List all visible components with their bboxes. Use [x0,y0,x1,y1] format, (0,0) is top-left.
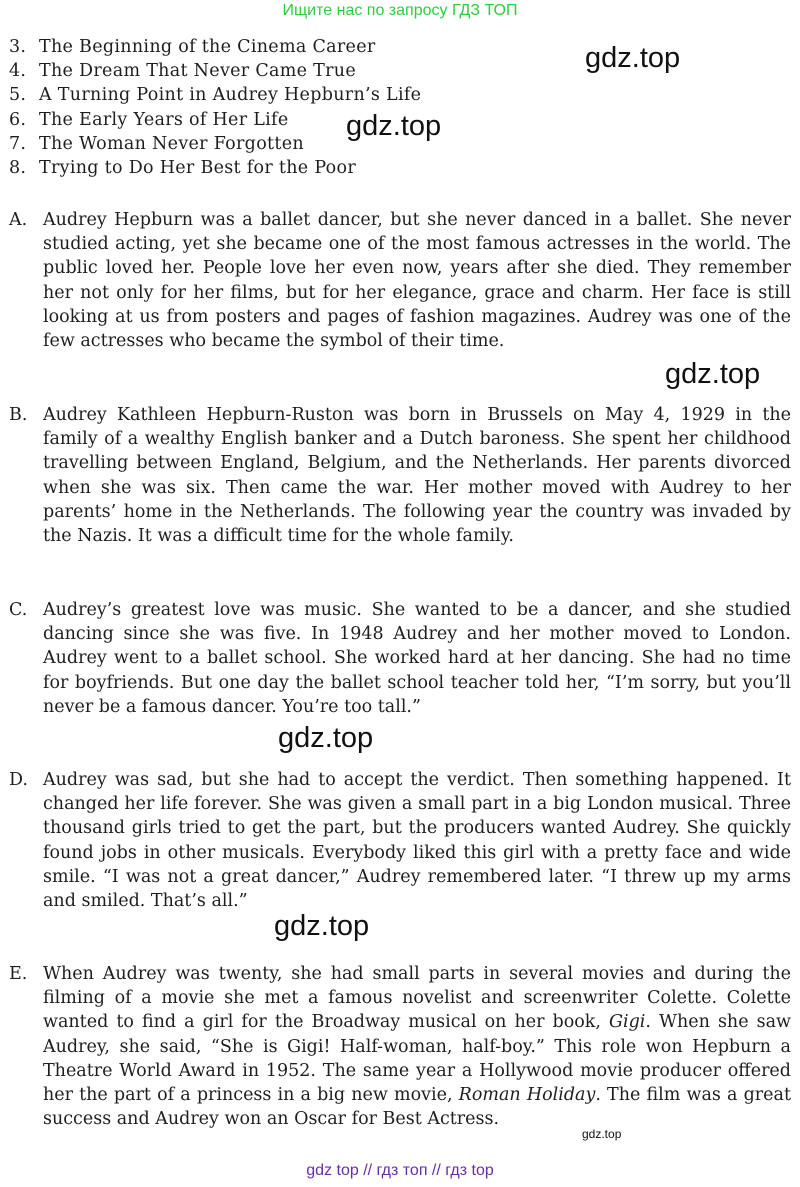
heading-number: 3. [9,37,27,57]
heading-text: The Early Years of Her Life [39,109,289,130]
watermark: gdz.top [274,910,370,942]
heading-item-4 [9,59,421,83]
paragraph-text: Audrey’s greatest love was music. She wanted to be a dancer, and she studied dancing since she was five. In 1948 Audrey and her mother moved to London. Audrey went to a ballet school. She worked hard at her dancing. She had no time for boyfriends. But one day the ballet school teacher told her, “I’m sorry, but you’ll never be a famous dancer. You’re too tall.” [43,600,791,717]
heading-item-5 [9,83,421,107]
paragraph-e [9,962,791,1131]
watermark-small: gdz.top [582,1127,622,1141]
paragraph-letter: E. [9,964,28,984]
watermark: gdz.top [346,110,442,142]
watermark: gdz.top [665,358,761,390]
heading-number: 5. [9,85,27,106]
paragraph-d [9,768,791,913]
paragraph-letter: B. [9,405,28,425]
paragraph-c [9,598,791,719]
paragraph-text-part: . The film was a great success and Audrey won an Oscar for Best Actress. [43,1085,791,1130]
book-title: Gigi [609,1012,646,1033]
paragraph-letter: A. [9,210,28,230]
paragraph-b [9,403,791,548]
paragraph-text: Audrey was sad, but she had to accept the verdict. Then something happened. It changed her life forever. She was given a small part in a big London musical. Three thousand girls tried to get the part, but the producers wanted Audrey. She quickly found jobs in other musicals. Everybody liked this girl with a pretty face and wide smile. “I was not a great dancer,” Audrey remembered later. “I threw up my arms and smiled. That’s all.” [43,770,791,912]
paragraph-text: Audrey Kathleen Hepburn-Ruston was born in Brussels on May 4, 1929 in the family of a wealthy English banker and a Dutch baroness. She spent her childhood travelling between England, Belgium, and the Netherlands. Her parents divorced when she was six. Then came the war. Her mother moved with Audrey to her parents’ home in the Netherlands. The following year the country was invaded by the Nazis. It was a difficult time for the whole family. [43,405,791,547]
heading-number: 7. [9,133,27,154]
heading-list [9,35,421,180]
heading-text: The Beginning of the Cinema Career [39,37,376,57]
footer-links[interactable]: gdz top // гдз топ // гдз top [306,1162,494,1179]
paragraph-text-part: When Audrey was twenty, she had small parts in several movies and during the filming of a movie she met a famous novelist and screenwriter Colette. Colette wanted to find a girl for the Broadway musical on her book, [43,964,791,1033]
paragraph-text [43,962,791,1131]
top-banner[interactable]: Ищите нас по запросу ГДЗ ТОП [282,2,518,19]
heading-number: 4. [9,61,27,82]
paragraph-a [9,208,791,353]
heading-number: 6. [9,109,27,130]
heading-item-3 [9,35,421,59]
paragraph-text-part: . When she saw Audrey, she said, “She is Gigi! Half-woman, half-boy.” This role won Hepburn a Theatre World Award in 1952. The same year a Hollywood movie producer offered her the part of a princess in a big new movie, [43,1012,791,1106]
movie-title: Roman Holiday [458,1085,596,1106]
heading-item-8 [9,156,421,180]
paragraph-letter: D. [9,770,28,790]
heading-text: The Woman Never Forgotten [39,133,304,154]
heading-text: A Turning Point in Audrey Hepburn’s Life [39,85,422,106]
watermark: gdz.top [278,722,374,754]
paragraph-text: Audrey Hepburn was a ballet dancer, but she never danced in a ballet. She never studied acting, yet she became one of the most famous actresses in the world. The public loved her. People love her even now, years after she died. They remember her not only for her films, but for her elegance, grace and charm. Her face is still looking at us from posters and pages of fashion magazines. Audrey was one of the few actresses who became the symbol of their time. [43,210,791,352]
paragraph-letter: C. [9,600,28,620]
watermark: gdz.top [585,42,681,74]
heading-number: 8. [9,158,27,179]
heading-text: Trying to Do Her Best for the Poor [39,158,357,179]
heading-text: The Dream That Never Came True [39,61,357,82]
